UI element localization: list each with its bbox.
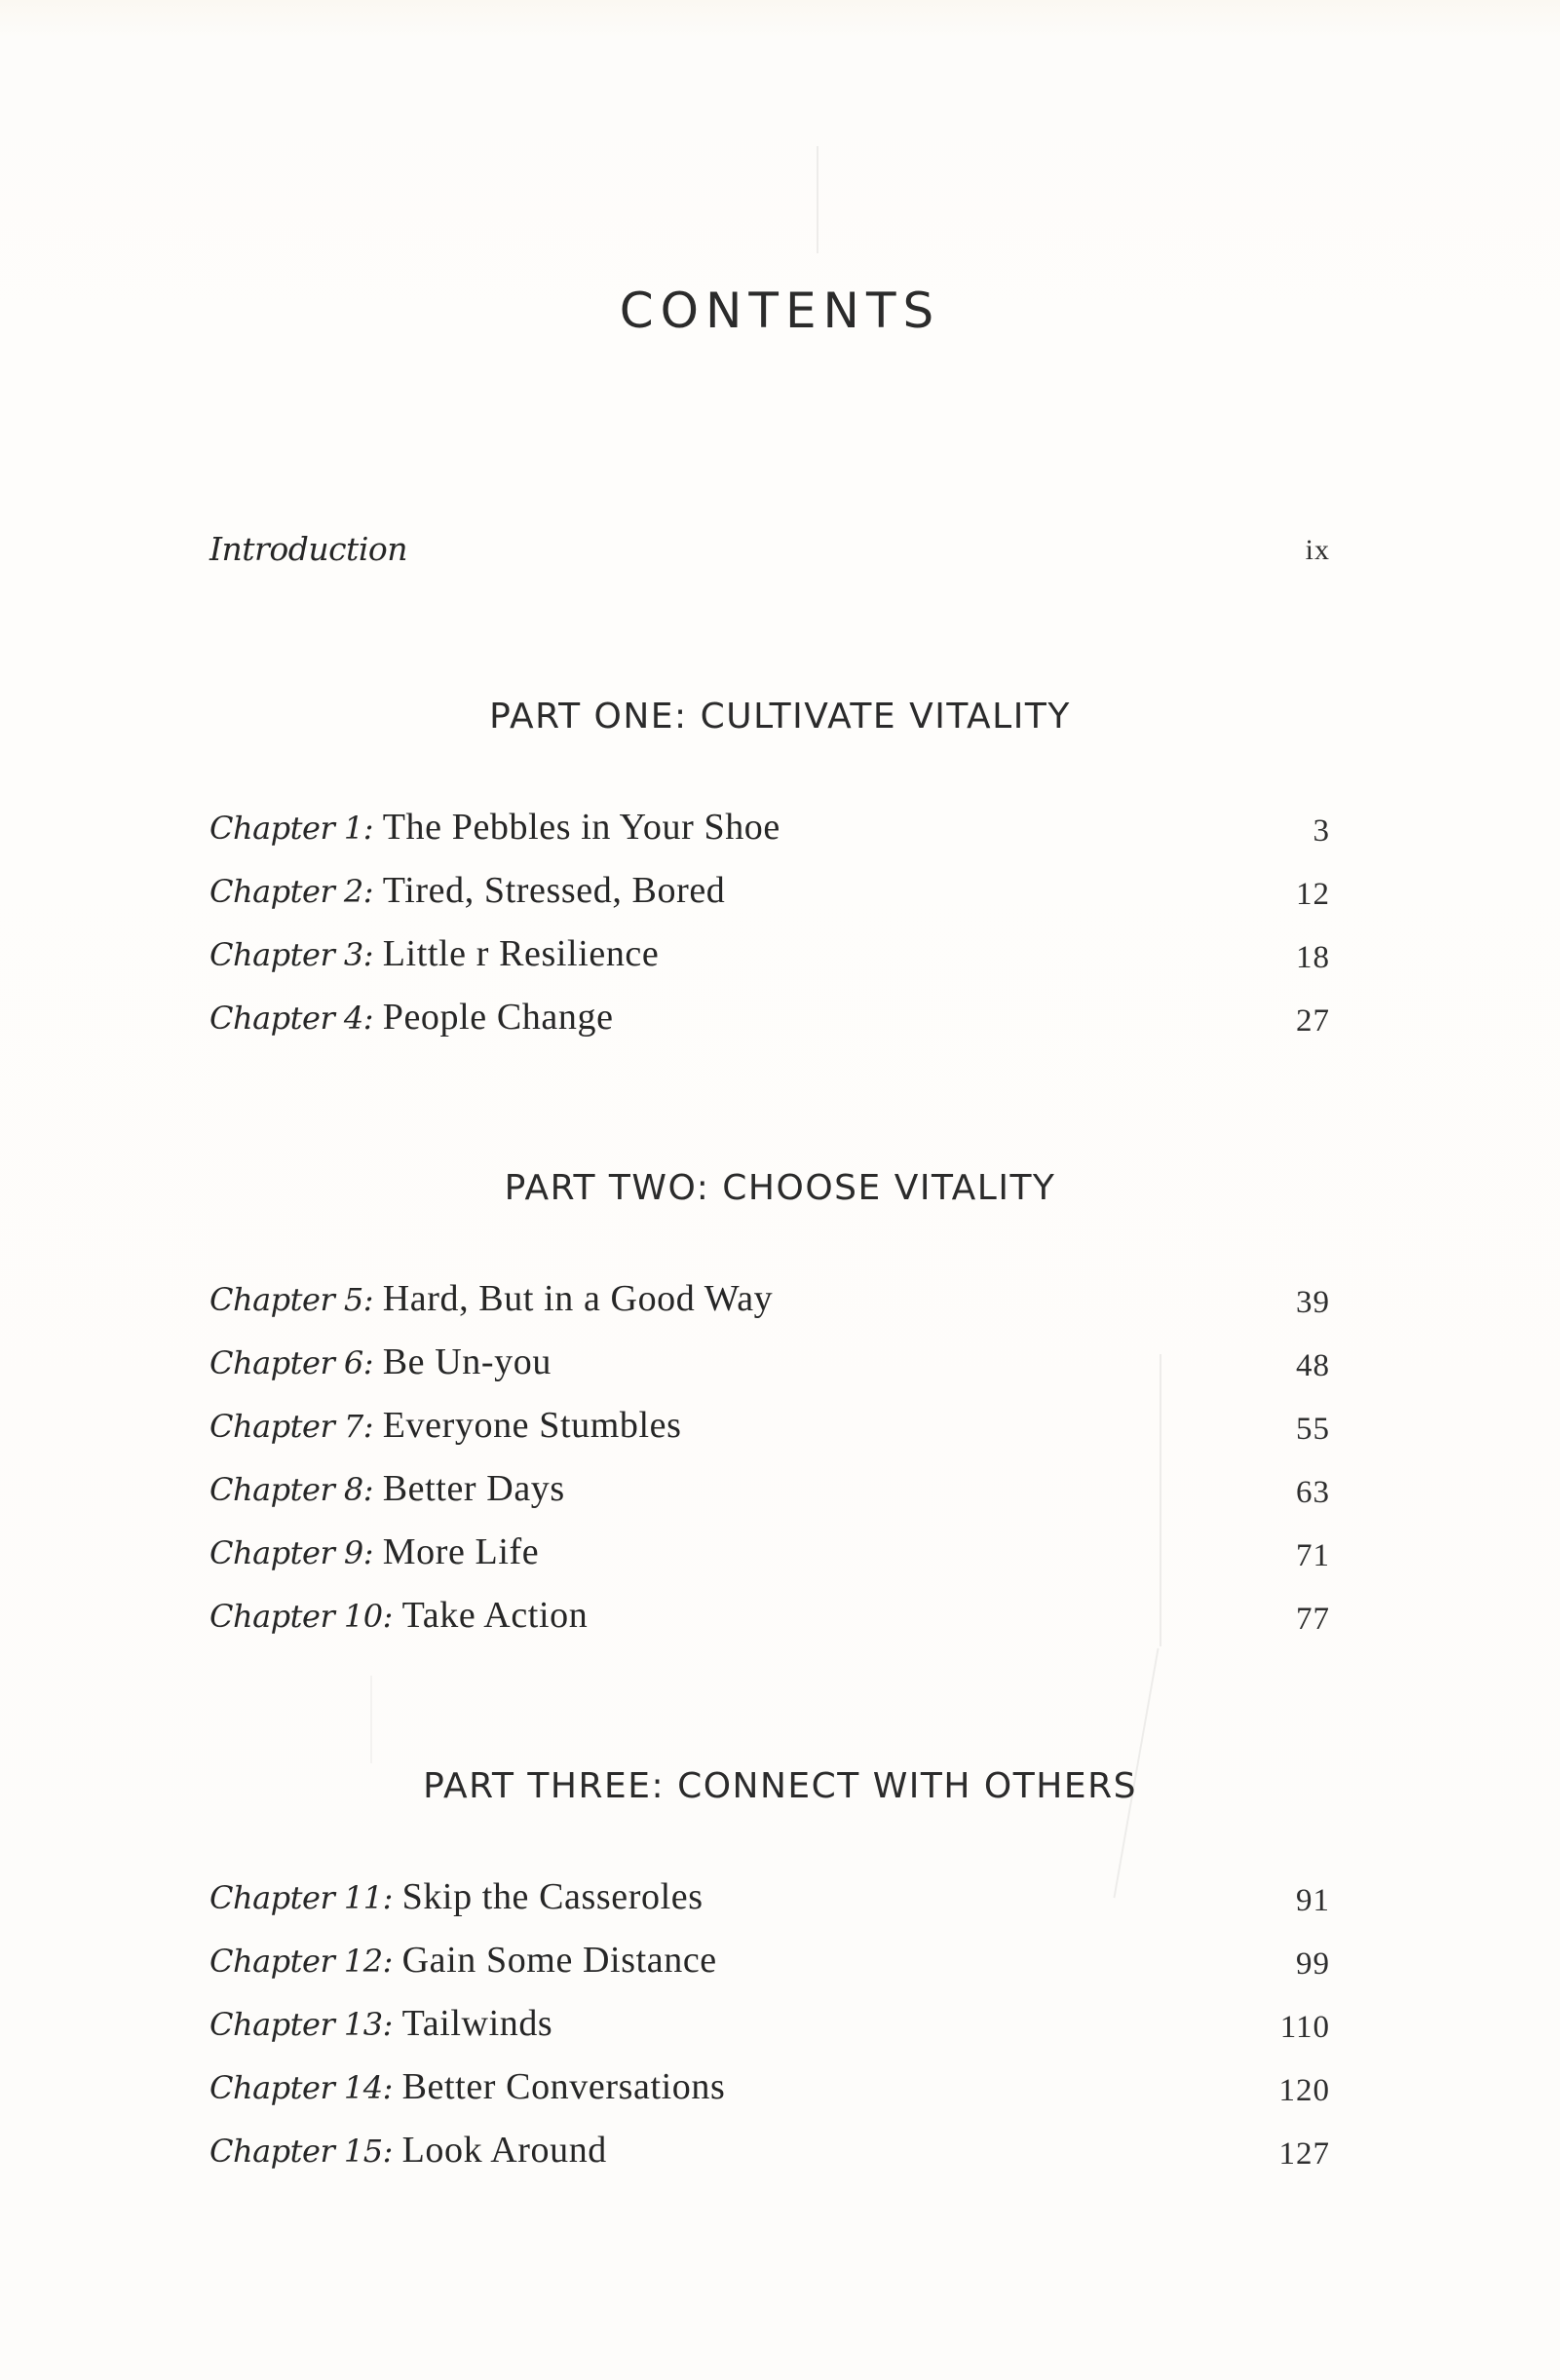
entry-page-number: 77 — [1296, 1602, 1330, 1637]
toc-entry-chapter-15 — [209, 2129, 1330, 2177]
entry-label: Chapter 3: — [209, 936, 383, 973]
entry-page-number: 55 — [1296, 1412, 1330, 1447]
toc-entry-introduction — [209, 528, 1330, 577]
entry-title: Gain Some Distance — [401, 1940, 717, 1981]
entry-title: Take Action — [401, 1595, 589, 1636]
toc-entry-chapter-7 — [209, 1404, 1330, 1453]
entry-page-number: 63 — [1296, 1475, 1330, 1510]
entry-title: Tailwinds — [401, 2003, 553, 2044]
part-heading-two: PART TWO: CHOOSE VITALITY — [504, 1168, 1056, 1208]
entry-label: Chapter 12: — [209, 1943, 402, 1980]
scan-artifact-line — [370, 1676, 372, 1763]
entry-label: Chapter 2: — [209, 873, 383, 910]
entry-title: Skip the Casseroles — [401, 1876, 704, 1917]
entry-label: Chapter 4: — [209, 1000, 383, 1037]
entry-label: Chapter 13: — [209, 2006, 402, 2043]
entry-page-number: 12 — [1296, 877, 1330, 912]
entry-title: Everyone Stumbles — [382, 1405, 682, 1446]
entry-label: Chapter 15: — [209, 2133, 402, 2170]
page-title: CONTENTS — [619, 283, 941, 339]
entry-page-number: 71 — [1296, 1538, 1330, 1573]
toc-entry-chapter-3 — [209, 932, 1330, 981]
entry-page-number: 99 — [1296, 1946, 1330, 1982]
part-heading-three: PART THREE: CONNECT WITH OTHERS — [423, 1766, 1137, 1806]
entry-label: Chapter 5: — [209, 1281, 383, 1318]
entry-title: Be Un-you — [382, 1341, 552, 1382]
entry-label: Chapter 14: — [209, 2069, 402, 2106]
entry-page-number: 48 — [1296, 1348, 1330, 1383]
entry-label: Chapter 7: — [209, 1408, 383, 1445]
toc-entry-chapter-2 — [209, 869, 1330, 918]
toc-entry-chapter-12 — [209, 1939, 1330, 1987]
scan-artifact-line — [817, 146, 818, 253]
entry-page-number: 110 — [1279, 2010, 1330, 2045]
entry-page-number: 127 — [1278, 2136, 1330, 2172]
toc-entry-chapter-9 — [209, 1530, 1330, 1579]
entry-page-number: 18 — [1296, 940, 1330, 975]
toc-entry-chapter-5 — [209, 1277, 1330, 1326]
entry-title: The Pebbles in Your Shoe — [382, 807, 780, 848]
toc-entry-chapter-14 — [209, 2065, 1330, 2114]
toc-entry-chapter-4 — [209, 996, 1330, 1044]
entry-label: Chapter 8: — [209, 1471, 383, 1508]
entry-title: Tired, Stressed, Bored — [382, 870, 726, 911]
toc-entry-chapter-6 — [209, 1341, 1330, 1389]
entry-label: Chapter 1: — [209, 810, 383, 847]
entry-page-number: 91 — [1296, 1883, 1330, 1918]
entry-label: Introduction — [209, 530, 407, 568]
entry-title: People Change — [382, 997, 614, 1038]
entry-title: More Life — [382, 1531, 540, 1572]
toc-entry-chapter-11 — [209, 1875, 1330, 1924]
entry-title: Hard, But in a Good Way — [382, 1278, 774, 1319]
toc-entry-chapter-8 — [209, 1467, 1330, 1516]
entry-page-number: 27 — [1296, 1003, 1330, 1039]
entry-title: Better Days — [382, 1468, 565, 1509]
entry-label: Chapter 10: — [209, 1598, 402, 1635]
toc-entry-chapter-1 — [209, 806, 1330, 854]
entry-page-number: 3 — [1313, 813, 1330, 849]
entry-label: Chapter 11: — [209, 1879, 402, 1916]
entry-title: Look Around — [401, 2130, 607, 2171]
toc-entry-chapter-13 — [209, 2002, 1330, 2051]
entry-label: Chapter 6: — [209, 1344, 383, 1381]
entry-page-number: 120 — [1278, 2073, 1330, 2108]
toc-entry-chapter-10 — [209, 1594, 1330, 1643]
entry-label: Chapter 9: — [209, 1534, 383, 1571]
entry-page-number: ix — [1305, 534, 1330, 566]
entry-title: Little r Resilience — [382, 933, 660, 974]
entry-page-number: 39 — [1296, 1285, 1330, 1320]
entry-title: Better Conversations — [401, 2066, 726, 2107]
part-heading-one: PART ONE: CULTIVATE VITALITY — [489, 697, 1071, 737]
